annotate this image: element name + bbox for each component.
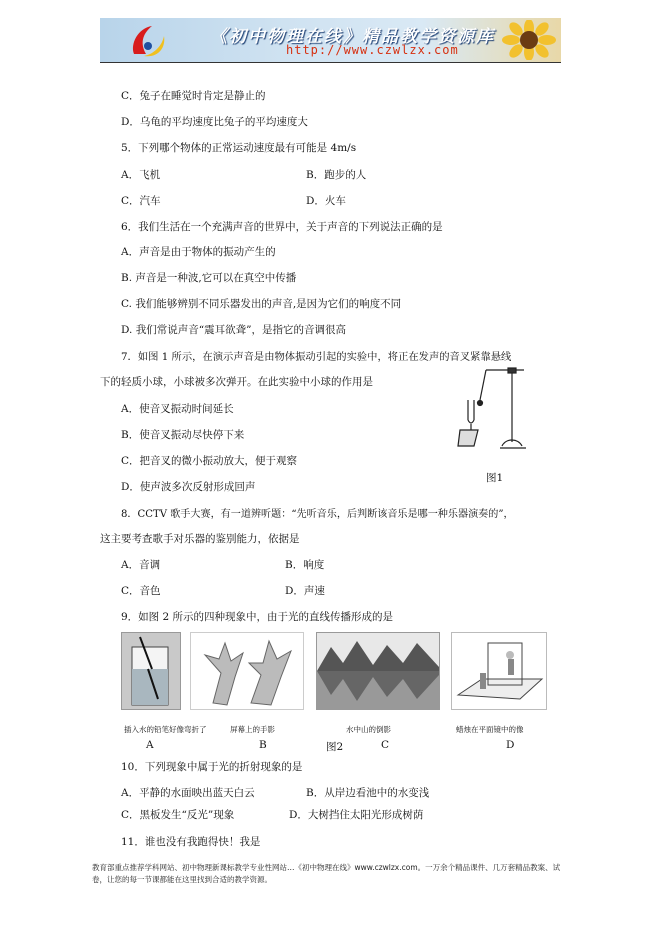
header-title: 《初中物理在线》精品教学资源库 [210,27,495,47]
q6-option-a: A．声音是由于物体的振动产生的 [121,246,276,258]
q8-option-a: A．音调 [121,559,161,571]
figure-1-apparatus [456,360,534,458]
figure-2d-caption: 蜡烛在平面镜中的像 [456,725,524,734]
q7-option-a: A．使音叉振动时间延长 [121,403,234,415]
q8-stem-line1: 8．CCTV 歌手大赛，有一道辨听题：“先听音乐，后判断该音乐是哪一种乐器演奏的”， [121,509,514,520]
q5-option-c: C．汽车 [121,195,161,207]
q10-stem: 10．下列现象中属于光的折射现象的是 [121,761,303,773]
figure-2b-caption: 屏幕上的手影 [230,725,275,734]
q7-option-d: D．使声波多次反射形成回声 [121,481,256,493]
q5-option-b: B．跑步的人 [306,169,367,181]
figure-1-label: 图1 [486,472,504,484]
q6-stem: 6．我们生活在一个充满声音的世界中，关于声音的下列说法正确的是 [121,221,443,233]
figure-2a-letter: A [146,739,154,751]
page-footer: 教育部重点推荐学科网站、初中物理新课标教学专业性网站…《初中物理在线》www.czwlzx.com。一万余个精品课件、几万套精品教案、试卷，让您的每一节课都能在这里找到合适的教学资源。 [92,863,561,884]
q10-option-c: C．黑板发生“反光”现象 [121,809,235,821]
figure-2a-caption: 插入水的铅笔好像弯折了 [124,725,207,734]
q7-stem-line1: 7．如图 1 所示，在演示声音是由物体振动引起的实验中，将正在发声的音叉紧靠悬线 [121,351,512,363]
q6-option-c: C. 我们能够辨别不同乐器发出的声音,是因为它们的响度不同 [121,298,402,310]
q4-option-c: C．兔子在睡觉时肯定是静止的 [121,90,266,102]
q9-stem: 9．如图 2 所示的四种现象中，由于光的直线传播形成的是 [121,611,394,623]
q8-option-b: B．响度 [285,559,325,571]
sunflower-icon [501,20,557,60]
q8-option-c: C．音色 [121,585,161,597]
q10-option-b: B．从岸边看池中的水变浅 [306,787,430,799]
header-url[interactable]: http://www.czwlzx.com [286,43,459,57]
q11-stem: 11．谁也没有我跑得快！我是 [121,836,261,848]
q10-option-d: D．大树挡住太阳光形成树荫 [289,809,424,821]
q6-option-b: B. 声音是一种波,它可以在真空中传播 [121,272,297,284]
q5-option-d: D．火车 [306,195,346,207]
header-banner [100,18,561,63]
figure-2b-hand-shadow [190,632,304,710]
q6-option-d: D. 我们常说声音“震耳欲聋”，是指它的音调很高 [121,324,346,336]
figure-2c-caption: 水中山的倒影 [346,725,391,734]
q8-stem-line2: 这主要考查歌手对乐器的鉴别能力，依据是 [100,533,300,545]
figure-2-label: 图2 [326,741,344,753]
q7-stem-line2: 下的轻质小球，小球被多次弹开。在此实验中小球的作用是 [100,376,373,388]
q7-option-b: B．使音叉振动尽快停下来 [121,429,245,441]
q5-stem: 5．下列哪个物体的正常运动速度最有可能是 4m/s [121,142,357,154]
figure-2c-letter: C [381,739,390,751]
figure-2d-letter: D [506,739,515,751]
figure-2a-pencil-in-water [121,632,181,710]
q7-option-c: C．把音叉的微小振动放大，便于观察 [121,455,298,467]
q5-option-a: A．飞机 [121,169,161,181]
q8-option-d: D．声速 [285,585,325,597]
figure-2d-candle-mirror [451,632,547,710]
q10-option-a: A．平静的水面映出蓝天白云 [121,787,255,799]
figure-2b-letter: B [259,739,267,751]
q4-option-d: D．乌龟的平均速度比兔子的平均速度大 [121,116,308,128]
site-logo-icon [128,24,168,60]
figure-2c-mountain-reflection [316,632,440,710]
